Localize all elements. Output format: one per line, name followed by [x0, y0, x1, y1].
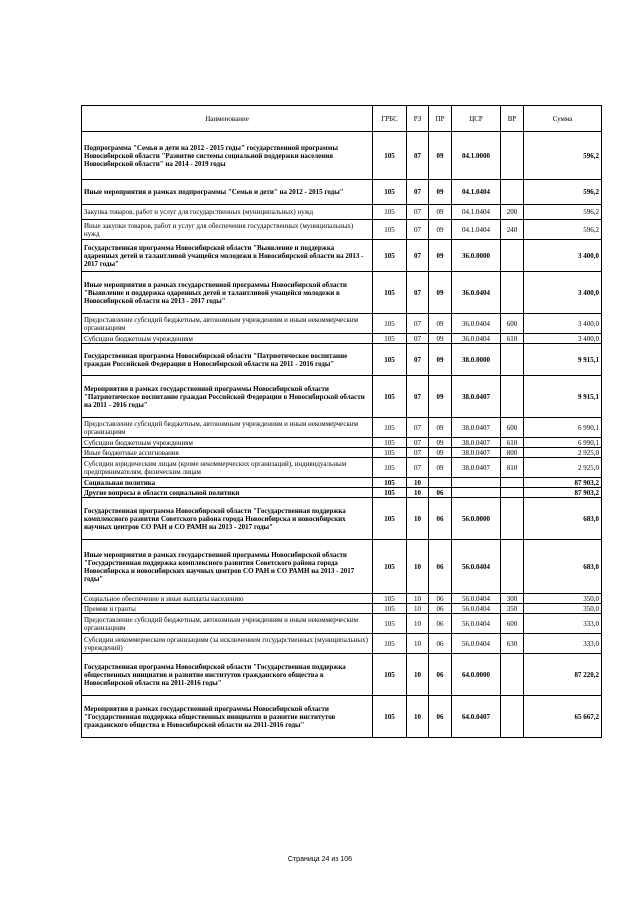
- row-vr: [501, 344, 524, 376]
- table-row: [82, 334, 602, 344]
- row-vr: 350: [501, 604, 524, 614]
- row-sum: 9 915,1: [524, 376, 602, 418]
- table-row: [82, 594, 602, 604]
- row-grbs: 105: [373, 654, 407, 696]
- row-rz: 07: [407, 272, 429, 314]
- row-vr: 800: [501, 448, 524, 458]
- row-rz: 10: [407, 478, 429, 488]
- row-csr: 36.0.0404: [452, 334, 501, 344]
- row-csr: 36.0.0404: [452, 314, 501, 334]
- row-pr: 06: [429, 488, 452, 498]
- row-sum: 350,0: [524, 594, 602, 604]
- table-row: [82, 448, 602, 458]
- table-row: [82, 240, 602, 272]
- table-row: [82, 205, 602, 220]
- row-pr: 09: [429, 344, 452, 376]
- row-sum: 9 915,1: [524, 344, 602, 376]
- row-csr: 36.0.0000: [452, 240, 501, 272]
- row-name: Мероприятия в рамках государственной программы Новосибирской области "Государственная поддержка общественных инициатив и развитие институтов гражданского общества в Новосибирской области на 2011-2016 годы": [82, 696, 373, 738]
- row-vr: [501, 272, 524, 314]
- row-rz: 07: [407, 132, 429, 180]
- row-rz: 10: [407, 488, 429, 498]
- row-pr: 06: [429, 540, 452, 594]
- row-sum: 3 400,0: [524, 240, 602, 272]
- row-rz: 07: [407, 458, 429, 478]
- row-name: Государственная программа Новосибирской области "Выявление и поддержка одаренных детей и талантливой учащейся молодежи в Новосибирской области на 2013 - 2017 годы": [82, 240, 373, 272]
- row-vr: [501, 498, 524, 540]
- row-name: Социальная политика: [82, 478, 373, 488]
- row-name: Иные мероприятия в рамках подпрограммы "Семья и дети" на 2012 - 2015 годы": [82, 180, 373, 205]
- row-rz: 10: [407, 654, 429, 696]
- row-rz: 07: [407, 438, 429, 448]
- row-pr: 09: [429, 418, 452, 438]
- row-csr: 38.0.0407: [452, 376, 501, 418]
- row-name: Субсидии юридическим лицам (кроме некоммерческих организаций), индивидуальным предпринимателям, физическим лицам: [82, 458, 373, 478]
- row-rz: 07: [407, 314, 429, 334]
- row-grbs: 105: [373, 334, 407, 344]
- row-name: Закупка товаров, работ и услуг для государственных (муниципальных) нужд: [82, 205, 373, 220]
- row-rz: 10: [407, 634, 429, 654]
- table-row: [82, 180, 602, 205]
- row-csr: 38.0.0000: [452, 344, 501, 376]
- row-pr: 06: [429, 498, 452, 540]
- table-row: [82, 604, 602, 614]
- row-grbs: 105: [373, 498, 407, 540]
- row-pr: 09: [429, 132, 452, 180]
- row-vr: [501, 654, 524, 696]
- row-rz: 07: [407, 334, 429, 344]
- row-sum: 6 990,1: [524, 418, 602, 438]
- header-name: Наименование: [82, 106, 373, 132]
- row-csr: 38.0.0407: [452, 458, 501, 478]
- row-name: Подпрограмма "Семья и дети на 2012 - 2015 годы" государственной программы Новосибирской области "Развитие системы социальной поддержки населения Новосибирской области" на 2014 - 2019 годы: [82, 132, 373, 180]
- row-name: Предоставление субсидий бюджетным, автономным учреждениям и иным некоммерческим организациям: [82, 314, 373, 334]
- row-rz: 07: [407, 418, 429, 438]
- row-vr: 600: [501, 418, 524, 438]
- row-pr: 09: [429, 314, 452, 334]
- row-grbs: 105: [373, 458, 407, 478]
- header-grbs: ГРБС: [373, 106, 407, 132]
- row-name: Мероприятия в рамках государственной программы Новосибирской области "Патриотическое воспитание граждан Российской Федерации в Новосибирской области на 2011 - 2016 годы": [82, 376, 373, 418]
- row-vr: 200: [501, 205, 524, 220]
- row-name: Субсидии бюджетным учреждениям: [82, 334, 373, 344]
- row-csr: 56.0.0404: [452, 634, 501, 654]
- table-row: [82, 418, 602, 438]
- row-name: Государственная программа Новосибирской области "Государственная поддержка комплексного развития Советского района города Новосибирска и новосибирских научных центров СО РАН и СО РАМН на 2013 - 2017 годы": [82, 498, 373, 540]
- row-csr: 56.0.0000: [452, 498, 501, 540]
- row-rz: 07: [407, 240, 429, 272]
- table-row: [82, 696, 602, 738]
- table-row: [82, 634, 602, 654]
- row-name: Другие вопросы в области социальной политики: [82, 488, 373, 498]
- table-row: [82, 654, 602, 696]
- header-rz: РЗ: [407, 106, 429, 132]
- row-sum: 65 667,2: [524, 696, 602, 738]
- row-csr: 38.0.0407: [452, 438, 501, 448]
- row-pr: 09: [429, 334, 452, 344]
- row-name: Субсидии некоммерческим организациям (за исключением государственных (муниципальных) учреждений): [82, 634, 373, 654]
- row-csr: 56.0.0404: [452, 540, 501, 594]
- row-csr: 04.1.0404: [452, 220, 501, 240]
- row-csr: 56.0.0404: [452, 594, 501, 604]
- row-rz: 10: [407, 498, 429, 540]
- row-pr: 06: [429, 634, 452, 654]
- row-vr: [501, 540, 524, 594]
- table-row: [82, 498, 602, 540]
- row-rz: 07: [407, 376, 429, 418]
- row-grbs: 105: [373, 272, 407, 314]
- table-row: [82, 458, 602, 478]
- table-row: [82, 438, 602, 448]
- budget-table: [81, 105, 602, 738]
- row-grbs: 105: [373, 132, 407, 180]
- row-csr: 56.0.0404: [452, 614, 501, 634]
- row-grbs: 105: [373, 418, 407, 438]
- row-grbs: 105: [373, 220, 407, 240]
- row-sum: 87 903,2: [524, 488, 602, 498]
- row-csr: 04.1.0404: [452, 205, 501, 220]
- row-name: Государственная программа Новосибирской области "Патриотическое воспитание граждан Российской Федерации в Новосибирской области на 2011 - 2016 годы": [82, 344, 373, 376]
- row-rz: 07: [407, 344, 429, 376]
- row-sum: 87 220,2: [524, 654, 602, 696]
- row-csr: 64.0.0407: [452, 696, 501, 738]
- row-sum: 683,0: [524, 498, 602, 540]
- header-pr: ПР: [429, 106, 452, 132]
- row-grbs: 105: [373, 634, 407, 654]
- row-pr: 06: [429, 604, 452, 614]
- table-row: [82, 540, 602, 594]
- row-vr: [501, 132, 524, 180]
- row-csr: 64.0.0000: [452, 654, 501, 696]
- row-vr: [501, 180, 524, 205]
- row-grbs: 105: [373, 314, 407, 334]
- row-name: Предоставление субсидий бюджетным, автономным учреждениям и иным некоммерческим организациям: [82, 418, 373, 438]
- row-grbs: 105: [373, 488, 407, 498]
- header-vr: ВР: [501, 106, 524, 132]
- row-csr: [452, 478, 501, 488]
- table-row: [82, 220, 602, 240]
- row-name: Иные закупки товаров, работ и услуг для обеспечения государственных (муниципальных) нужд: [82, 220, 373, 240]
- row-vr: 610: [501, 334, 524, 344]
- row-vr: [501, 478, 524, 488]
- row-rz: 07: [407, 180, 429, 205]
- row-vr: [501, 240, 524, 272]
- row-rz: 10: [407, 604, 429, 614]
- row-sum: 596,2: [524, 220, 602, 240]
- row-sum: 333,0: [524, 614, 602, 634]
- row-sum: 333,0: [524, 634, 602, 654]
- table-row: [82, 314, 602, 334]
- row-sum: 683,0: [524, 540, 602, 594]
- row-pr: 09: [429, 448, 452, 458]
- row-csr: [452, 488, 501, 498]
- row-vr: 300: [501, 594, 524, 604]
- table-row: [82, 344, 602, 376]
- page-number: Страница 24 из 106: [287, 856, 353, 863]
- table-row: [82, 132, 602, 180]
- row-pr: 06: [429, 654, 452, 696]
- row-rz: 07: [407, 448, 429, 458]
- row-vr: 600: [501, 314, 524, 334]
- row-rz: 07: [407, 220, 429, 240]
- row-rz: 07: [407, 205, 429, 220]
- row-name: Иные мероприятия в рамках государственной программы Новосибирской области "Государственная поддержка комплексного развития Советского района города Новосибирска и новосибирских научных центров СО РАН и СО РАМН на 2013 - 2017 годы": [82, 540, 373, 594]
- row-vr: 240: [501, 220, 524, 240]
- row-vr: [501, 488, 524, 498]
- row-vr: [501, 376, 524, 418]
- row-grbs: 105: [373, 180, 407, 205]
- row-sum: 6 990,1: [524, 438, 602, 448]
- row-grbs: 105: [373, 344, 407, 376]
- row-vr: 610: [501, 438, 524, 448]
- row-name: Иные мероприятия в рамках государственной программы Новосибирской области "Выявление и поддержка одаренных детей и талантливой учащейся молодежи в Новосибирской области на 2013 - 2017 годы": [82, 272, 373, 314]
- row-csr: 04.1.0404: [452, 180, 501, 205]
- row-vr: [501, 696, 524, 738]
- row-pr: 09: [429, 438, 452, 448]
- row-rz: 10: [407, 696, 429, 738]
- table-row: [82, 478, 602, 488]
- row-csr: 56.0.0404: [452, 604, 501, 614]
- row-name: Иные бюджетные ассигнования: [82, 448, 373, 458]
- row-sum: 2 925,0: [524, 448, 602, 458]
- row-grbs: 105: [373, 604, 407, 614]
- row-name: Премии и гранты: [82, 604, 373, 614]
- row-pr: 09: [429, 205, 452, 220]
- row-csr: 38.0.0407: [452, 448, 501, 458]
- table-header-row: [82, 106, 602, 132]
- row-pr: 09: [429, 458, 452, 478]
- row-grbs: 105: [373, 478, 407, 488]
- table-row: [82, 376, 602, 418]
- row-csr: 36.0.0404: [452, 272, 501, 314]
- row-sum: 350,0: [524, 604, 602, 614]
- row-grbs: 105: [373, 614, 407, 634]
- row-sum: 3 400,0: [524, 334, 602, 344]
- row-grbs: 105: [373, 594, 407, 604]
- row-rz: 10: [407, 594, 429, 604]
- row-grbs: 105: [373, 438, 407, 448]
- row-pr: 09: [429, 240, 452, 272]
- row-pr: 09: [429, 376, 452, 418]
- row-sum: 596,2: [524, 132, 602, 180]
- row-sum: 3 400,0: [524, 314, 602, 334]
- row-vr: 630: [501, 634, 524, 654]
- row-grbs: 105: [373, 696, 407, 738]
- row-name: Предоставление субсидий бюджетным, автономным учреждениям и иным некоммерческим организациям: [82, 614, 373, 634]
- row-grbs: 105: [373, 240, 407, 272]
- row-name: Социальное обеспечение и иные выплаты населению: [82, 594, 373, 604]
- row-pr: 06: [429, 614, 452, 634]
- row-sum: 87 903,2: [524, 478, 602, 488]
- table-row: [82, 488, 602, 498]
- row-vr: 810: [501, 458, 524, 478]
- row-pr: 09: [429, 220, 452, 240]
- row-pr: 06: [429, 594, 452, 604]
- table-row: [82, 614, 602, 634]
- row-grbs: 105: [373, 205, 407, 220]
- row-sum: 596,2: [524, 205, 602, 220]
- row-sum: 3 400,0: [524, 272, 602, 314]
- row-csr: 04.1.0000: [452, 132, 501, 180]
- row-sum: 2 925,0: [524, 458, 602, 478]
- row-rz: 10: [407, 540, 429, 594]
- row-csr: 38.0.0407: [452, 418, 501, 438]
- row-pr: 06: [429, 696, 452, 738]
- row-rz: 10: [407, 614, 429, 634]
- header-csr: ЦСР: [452, 106, 501, 132]
- header-sum: Сумма: [524, 106, 602, 132]
- row-pr: [429, 478, 452, 488]
- table-body: [82, 132, 602, 738]
- row-pr: 09: [429, 180, 452, 205]
- row-grbs: 105: [373, 540, 407, 594]
- row-vr: 600: [501, 614, 524, 634]
- row-sum: 596,2: [524, 180, 602, 205]
- row-pr: 09: [429, 272, 452, 314]
- row-grbs: 105: [373, 376, 407, 418]
- row-name: Субсидии бюджетным учреждениям: [82, 438, 373, 448]
- row-grbs: 105: [373, 448, 407, 458]
- table-row: [82, 272, 602, 314]
- row-name: Государственная программа Новосибирской области "Государственная поддержка общественных инициатив и развитие институтов гражданского общества в Новосибирской области на 2011-2016 годы": [82, 654, 373, 696]
